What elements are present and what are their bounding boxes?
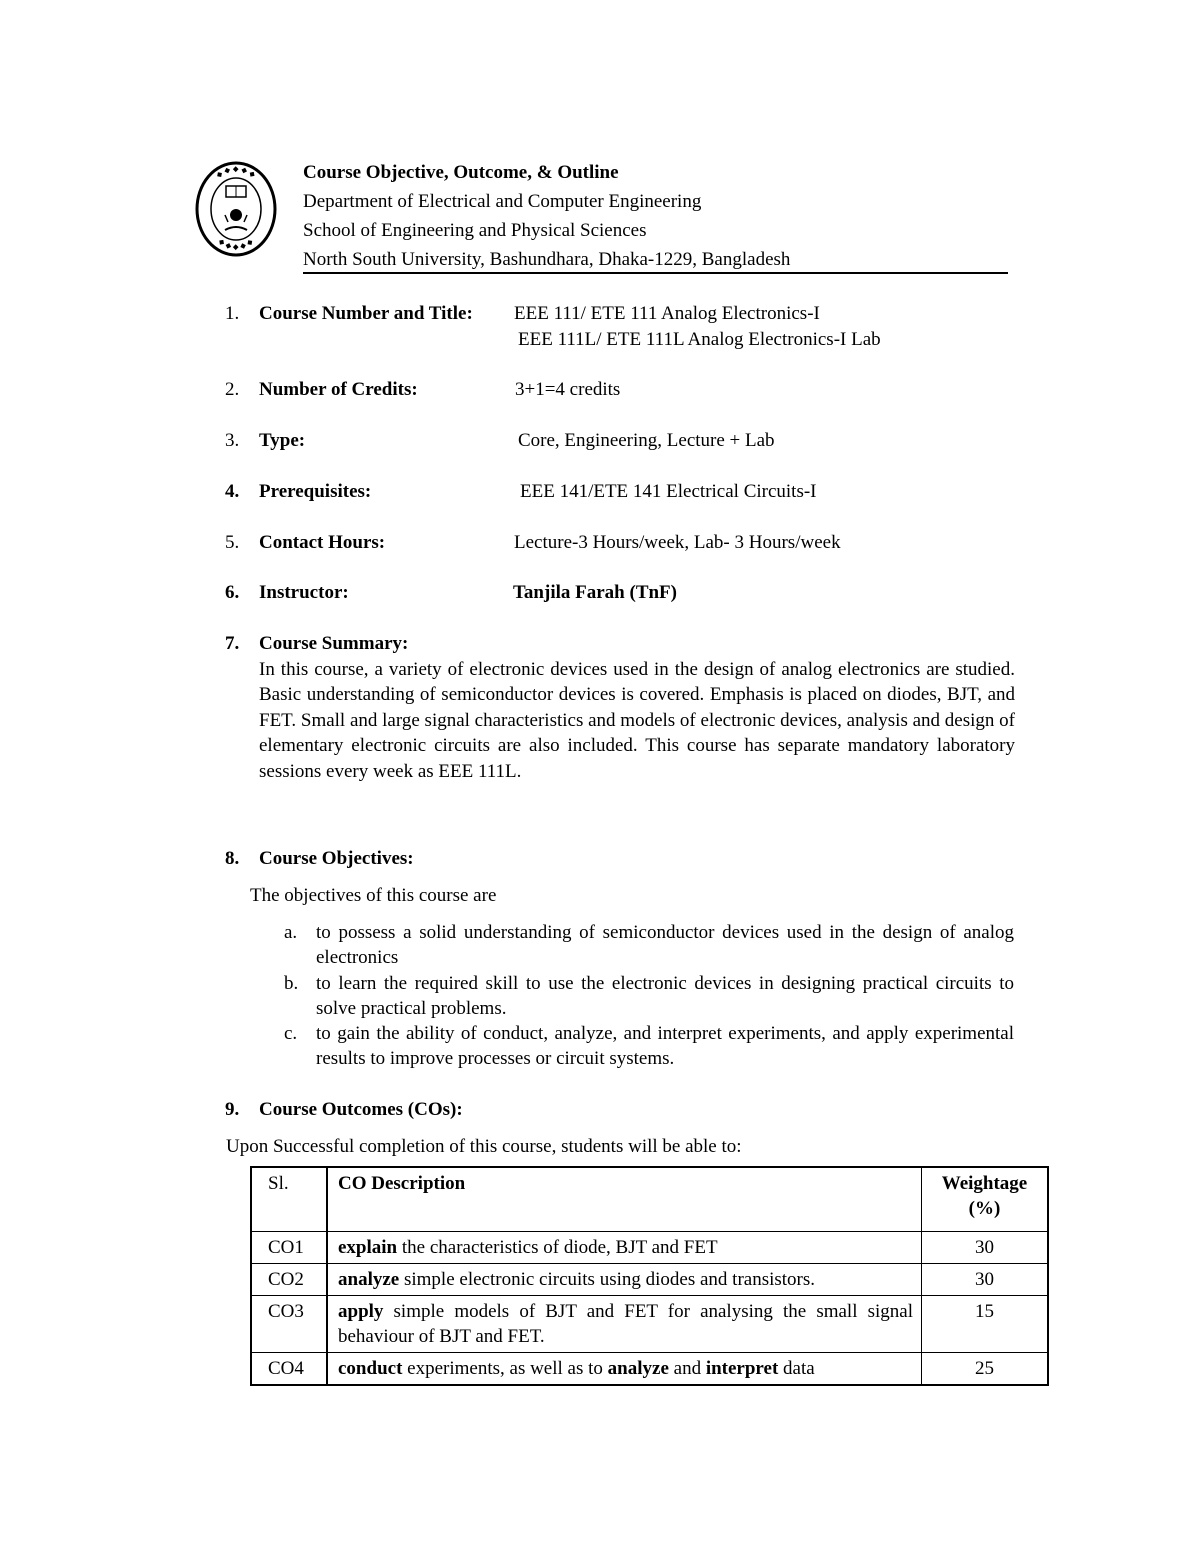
item-number: 5. bbox=[225, 532, 240, 553]
outcomes-intro: Upon Successful completion of this course, students will be able to: bbox=[226, 1136, 742, 1157]
svg-text:◆ ◆ ◆ ◆ ◆: ◆ ◆ ◆ ◆ ◆ bbox=[214, 165, 258, 180]
item-number: 9. bbox=[225, 1099, 240, 1120]
instructor-label: Instructor: bbox=[259, 582, 349, 603]
co-description bbox=[327, 1263, 922, 1295]
co-weightage: 15 bbox=[922, 1295, 1049, 1352]
item-number: 6. bbox=[225, 582, 240, 603]
item-number: 3. bbox=[225, 430, 240, 451]
objective-text: to possess a solid understanding of semiconductor devices used in the design of analog electronics bbox=[316, 922, 1014, 969]
co-description-text: and bbox=[668, 1357, 706, 1379]
course-outcomes-label: Course Outcomes (COs): bbox=[259, 1099, 463, 1120]
co-description bbox=[327, 1295, 922, 1352]
header-co-description: CO Description bbox=[327, 1167, 922, 1231]
co-id: CO4 bbox=[251, 1352, 327, 1385]
table-header-row bbox=[251, 1167, 1048, 1231]
course-title-value: EEE 111/ ETE 111 Analog Electronics-I bbox=[514, 303, 820, 324]
course-summary-label: Course Summary: bbox=[259, 633, 409, 654]
co-id: CO2 bbox=[251, 1263, 327, 1295]
item-number: 4. bbox=[225, 481, 240, 502]
header-weightage: Weightage (%) bbox=[922, 1167, 1049, 1231]
co-verb: analyze bbox=[338, 1268, 400, 1290]
co-verb: conduct bbox=[338, 1357, 403, 1379]
credits-value: 3+1=4 credits bbox=[515, 379, 621, 400]
table-row bbox=[251, 1263, 1048, 1295]
header-sl: Sl. bbox=[251, 1167, 327, 1231]
objective-text: to learn the required skill to use the electronic devices in designing practical circuits to solve practical problems. bbox=[316, 973, 1014, 1020]
item-number: 8. bbox=[225, 848, 240, 869]
co-description-text: experiments, as well as to bbox=[402, 1357, 608, 1379]
document-title: Course Objective, Outcome, & Outline bbox=[303, 162, 619, 183]
co-verb: interpret bbox=[705, 1357, 779, 1379]
co-weightage: 30 bbox=[922, 1263, 1049, 1295]
co-description-text: simple models of BJT and FET for analysing the small signal behaviour of BJT and FET. bbox=[338, 1300, 913, 1347]
objectives-intro: The objectives of this course are bbox=[250, 885, 497, 906]
header-divider bbox=[303, 272, 1008, 274]
contact-hours-label: Contact Hours: bbox=[259, 532, 386, 553]
prerequisites-label: Prerequisites: bbox=[259, 481, 372, 502]
university-address: North South University, Bashundhara, Dhaka-1229, Bangladesh bbox=[303, 249, 791, 270]
objective-letter: a. bbox=[284, 922, 298, 943]
school-name: School of Engineering and Physical Sciences bbox=[303, 220, 647, 241]
course-lab-title-value: EEE 111L/ ETE 111L Analog Electronics-I Lab bbox=[518, 329, 881, 350]
table-row bbox=[251, 1295, 1048, 1352]
co-id: CO1 bbox=[251, 1231, 327, 1263]
objective-letter: b. bbox=[284, 973, 299, 994]
course-objectives-label: Course Objectives: bbox=[259, 848, 414, 869]
instructor-value: Tanjila Farah (TnF) bbox=[513, 582, 677, 603]
co-description bbox=[327, 1352, 922, 1385]
item-number: 2. bbox=[225, 379, 240, 400]
type-value: Core, Engineering, Lecture + Lab bbox=[518, 430, 775, 451]
co-description-text: the characteristics of diode, BJT and FET bbox=[397, 1236, 718, 1258]
co-verb: explain bbox=[338, 1236, 398, 1258]
svg-text:◆ ◆ ◆ ◆ ◆: ◆ ◆ ◆ ◆ ◆ bbox=[217, 237, 255, 251]
co-weightage: 30 bbox=[922, 1231, 1049, 1263]
course-title-label: Course Number and Title: bbox=[259, 303, 473, 324]
co-description bbox=[327, 1231, 922, 1263]
co-verb: analyze bbox=[607, 1357, 669, 1379]
type-label: Type: bbox=[259, 430, 306, 451]
objective-text: to gain the ability of conduct, analyze, and interpret experiments, and apply experimental results to improve processes or circuit systems. bbox=[316, 1023, 1014, 1070]
co-verb: apply bbox=[338, 1300, 384, 1322]
department-name: Department of Electrical and Computer Engineering bbox=[303, 191, 702, 212]
item-number: 1. bbox=[225, 303, 240, 324]
co-description-text: simple electronic circuits using diodes and transistors. bbox=[399, 1268, 816, 1290]
objective-letter: c. bbox=[284, 1023, 298, 1044]
co-weightage: 25 bbox=[922, 1352, 1049, 1385]
item-number: 7. bbox=[225, 633, 240, 654]
contact-hours-value: Lecture-3 Hours/week, Lab- 3 Hours/week bbox=[514, 532, 841, 553]
credits-label: Number of Credits: bbox=[259, 379, 418, 400]
course-summary-text: In this course, a variety of electronic devices used in the design of analog electronics are studied. Basic understanding of semiconductor devices is covered. Emphasis is placed on diodes, BJT, and FET. Small and large signal characteristics and models of electronic devices, analysis and design of elementary electronic circuits are also included. This course has separate mandatory laboratory sessions every week as EEE 111L. bbox=[259, 659, 1015, 782]
table-row bbox=[251, 1352, 1048, 1385]
co-description-text: data bbox=[778, 1357, 815, 1379]
prerequisites-value: EEE 141/ETE 141 Electrical Circuits-I bbox=[520, 481, 817, 502]
course-outcomes-table bbox=[250, 1166, 1049, 1386]
university-seal-logo bbox=[195, 160, 277, 258]
table-row bbox=[251, 1231, 1048, 1263]
co-id: CO3 bbox=[251, 1295, 327, 1352]
